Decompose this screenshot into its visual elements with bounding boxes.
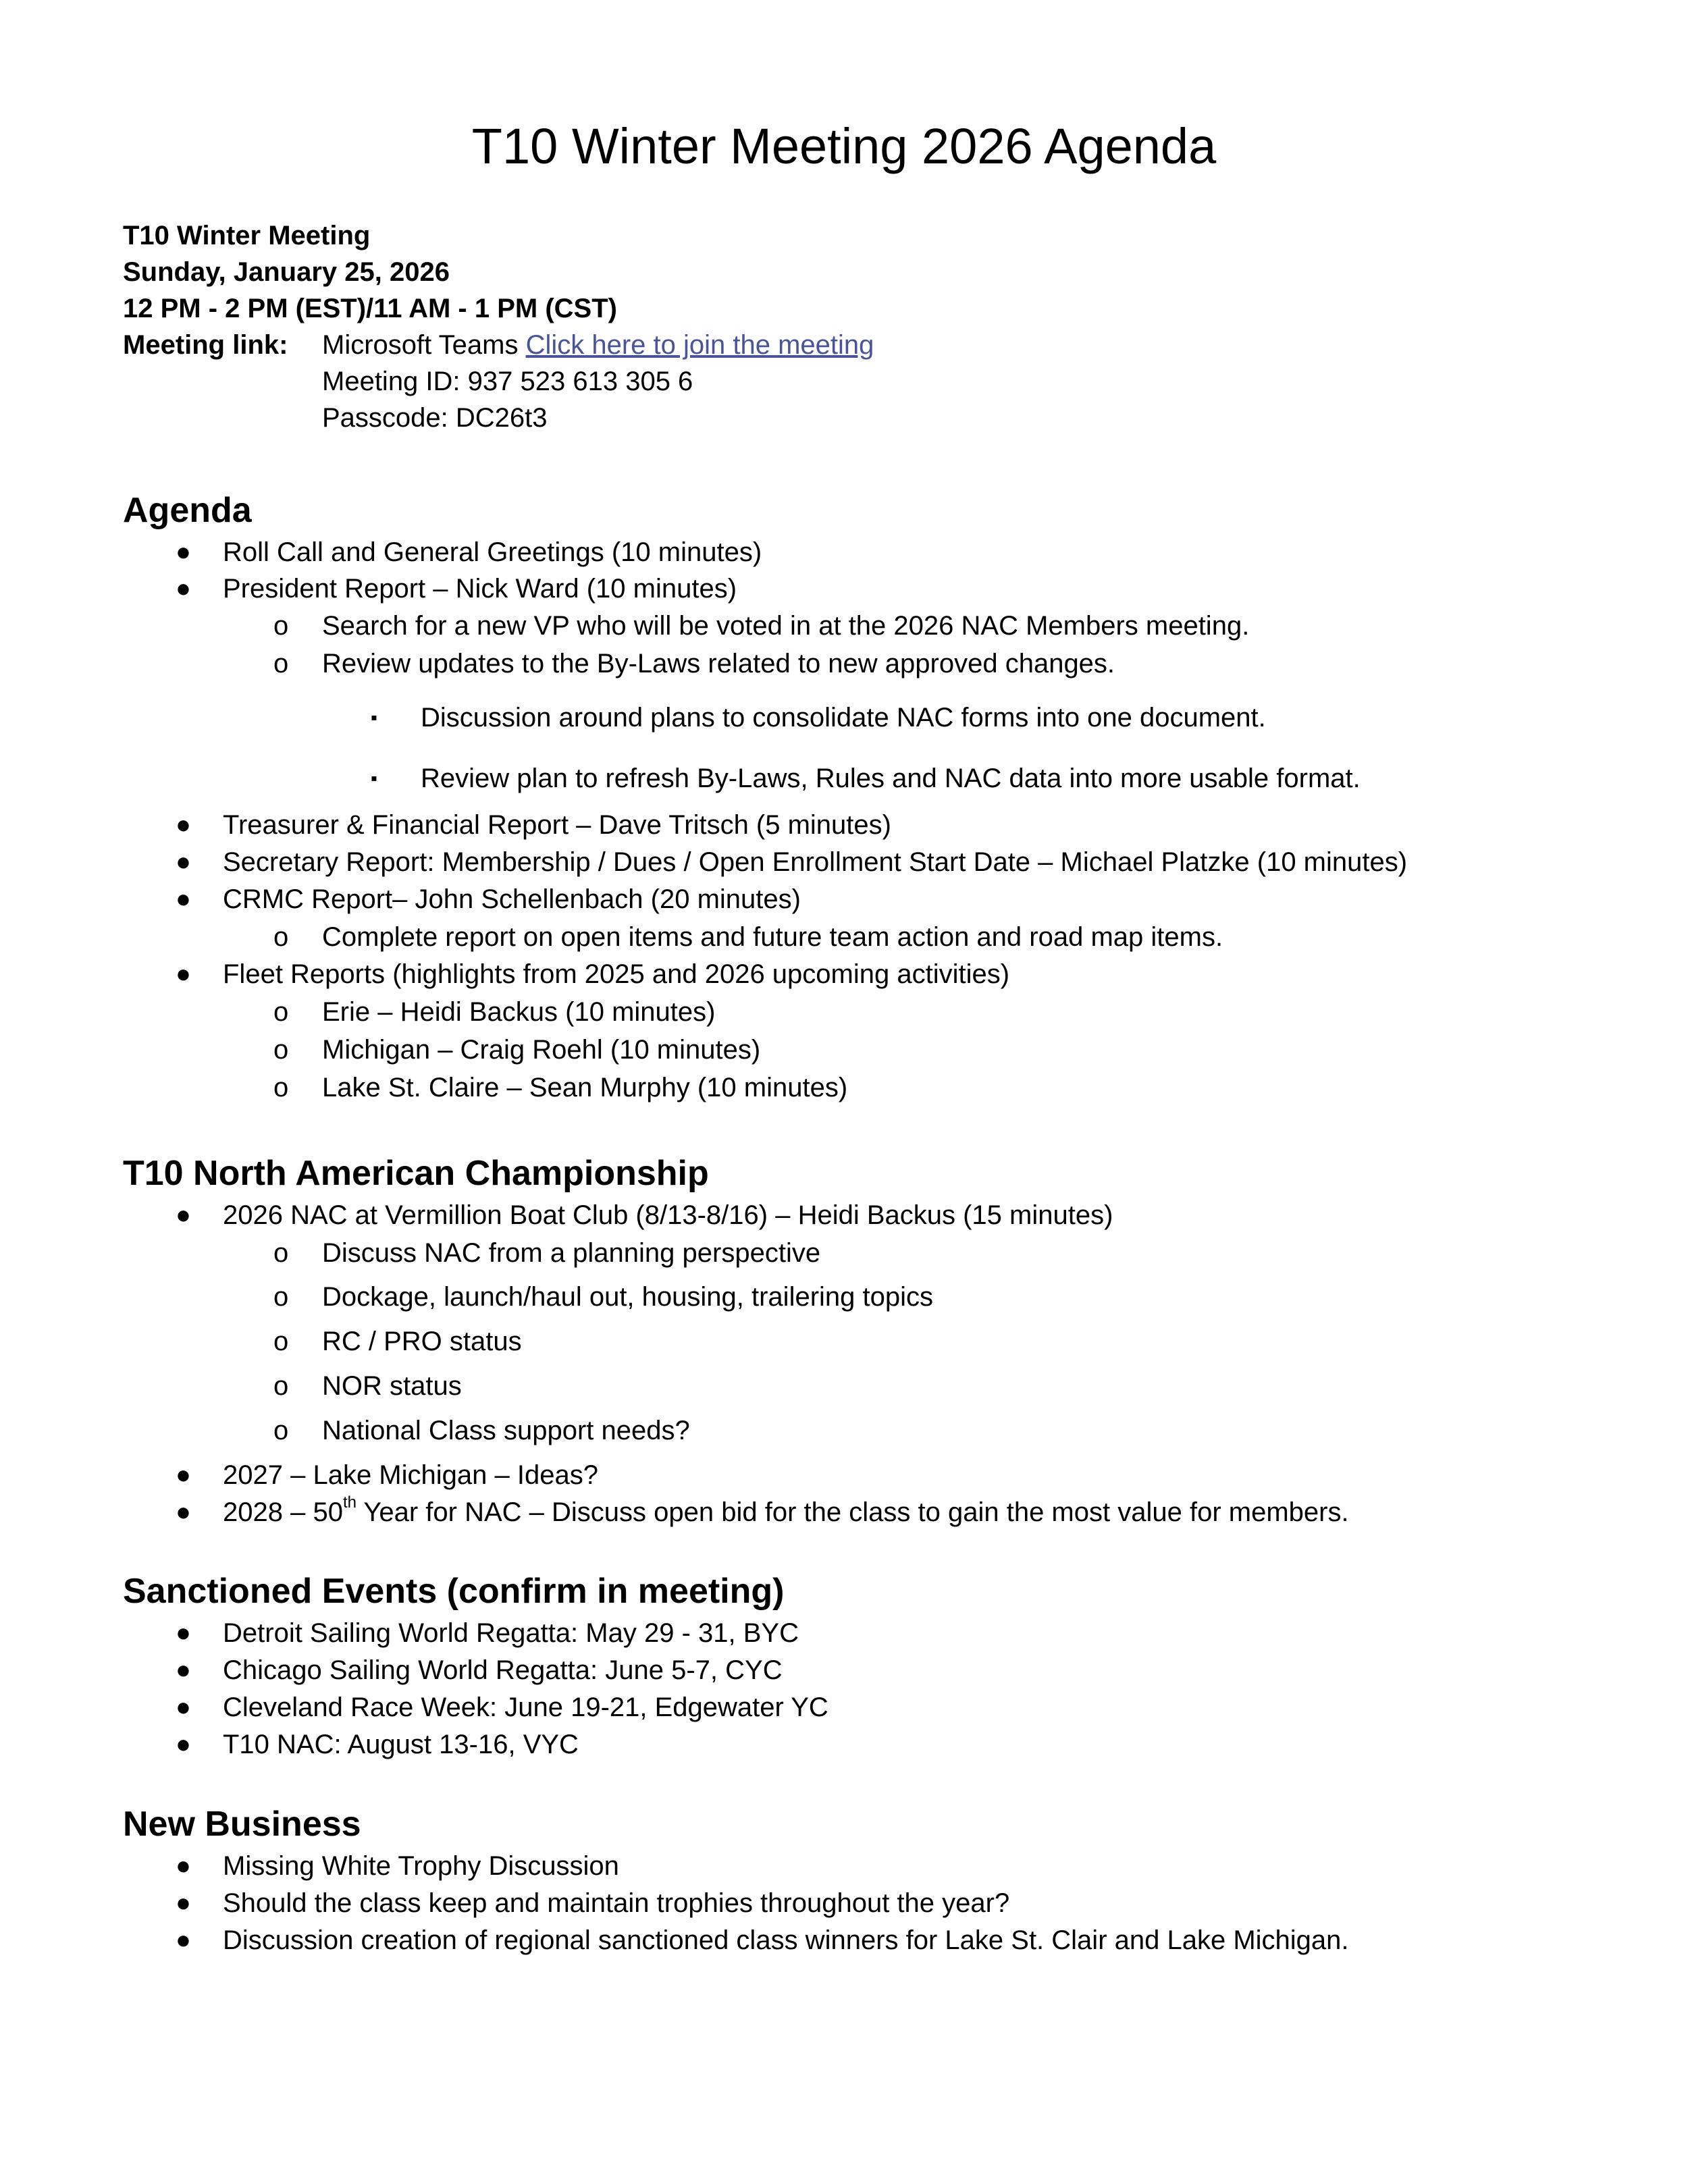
meeting-date: Sunday, January 25, 2026: [123, 257, 450, 287]
list-item: o Discuss NAC from a planning perspective: [273, 1238, 821, 1268]
list-item: o Lake St. Claire – Sean Murphy (10 minutes): [273, 1073, 848, 1102]
join-meeting-link[interactable]: Click here to join the meeting: [525, 330, 874, 360]
document-title: T10 Winter Meeting 2026 Agenda: [471, 118, 1217, 174]
list-item: o Erie – Heidi Backus (10 minutes): [273, 997, 716, 1027]
list-item: o Complete report on open items and future team action and road map items.: [273, 922, 1223, 952]
meeting-id: Meeting ID: 937 523 613 305 6: [322, 367, 693, 396]
new-business-heading: New Business: [123, 1805, 361, 1844]
meeting-name: T10 Winter Meeting: [123, 221, 371, 250]
meeting-link-label: Meeting link:: [123, 330, 288, 360]
list-item: ● Missing White Trophy Discussion: [176, 1851, 619, 1881]
meeting-id-row: [123, 363, 874, 400]
list-item: ● President Report – Nick Ward (10 minutes): [176, 574, 737, 604]
list-item: ● Detroit Sailing World Regatta: May 29 - 31, BYC: [176, 1618, 799, 1648]
meeting-platform: Microsoft Teams: [322, 330, 519, 360]
list-item: o Search for a new VP who will be voted in at the 2026 NAC Members meeting.: [273, 611, 1250, 641]
list-item: ● 2028 – 50th Year for NAC – Discuss open bid for the class to gain the most value for members.: [176, 1493, 1349, 1527]
list-item: ● CRMC Report– John Schellenbach (20 minutes): [176, 884, 801, 914]
list-item: o RC / PRO status: [273, 1327, 522, 1356]
list-item: ● Should the class keep and maintain trophies throughout the year?: [176, 1888, 1010, 1918]
nac-heading: T10 North American Championship: [123, 1154, 709, 1193]
list-item: ● Fleet Reports (highlights from 2025 and 2026 upcoming activities): [176, 959, 1010, 989]
list-item: ● 2026 NAC at Vermillion Boat Club (8/13-8/16) – Heidi Backus (15 minutes): [176, 1200, 1113, 1230]
list-item: o NOR status: [273, 1371, 462, 1401]
agenda-heading: Agenda: [123, 491, 252, 530]
list-item: o Michigan – Craig Roehl (10 minutes): [273, 1035, 761, 1065]
meeting-link-value: [322, 327, 874, 363]
list-item: ● Cleveland Race Week: June 19-21, Edgewater YC: [176, 1693, 828, 1722]
list-item: ▪ Review plan to refresh By-Laws, Rules and NAC data into more usable format.: [371, 764, 1361, 793]
list-item: ● Discussion creation of regional sanctioned class winners for Lake St. Clair and Lake Michigan.: [176, 1925, 1349, 1955]
events-heading: Sanctioned Events (confirm in meeting): [123, 1572, 785, 1611]
list-item: o National Class support needs?: [273, 1416, 690, 1445]
meeting-time: 12 PM - 2 PM (EST)/11 AM - 1 PM (CST): [123, 294, 617, 323]
meeting-link-row: [123, 327, 874, 363]
list-item: o Review updates to the By-Laws related to new approved changes.: [273, 649, 1115, 678]
passcode-row: [123, 400, 874, 436]
list-item: o Dockage, launch/haul out, housing, trailering topics: [273, 1282, 933, 1312]
list-item: ● T10 NAC: August 13-16, VYC: [176, 1730, 579, 1759]
list-item: ● 2027 – Lake Michigan – Ideas?: [176, 1460, 598, 1490]
list-item: ● Secretary Report: Membership / Dues / Open Enrollment Start Date – Michael Platzke (10 minutes): [176, 847, 1408, 877]
list-item: ● Roll Call and General Greetings (10 minutes): [176, 537, 762, 567]
meeting-info: [123, 217, 874, 436]
list-item: ▪ Discussion around plans to consolidate NAC forms into one document.: [371, 703, 1266, 733]
meeting-passcode: Passcode: DC26t3: [322, 403, 548, 433]
list-item: ● Treasurer & Financial Report – Dave Tritsch (5 minutes): [176, 810, 891, 840]
list-item: ● Chicago Sailing World Regatta: June 5-7, CYC: [176, 1655, 783, 1685]
